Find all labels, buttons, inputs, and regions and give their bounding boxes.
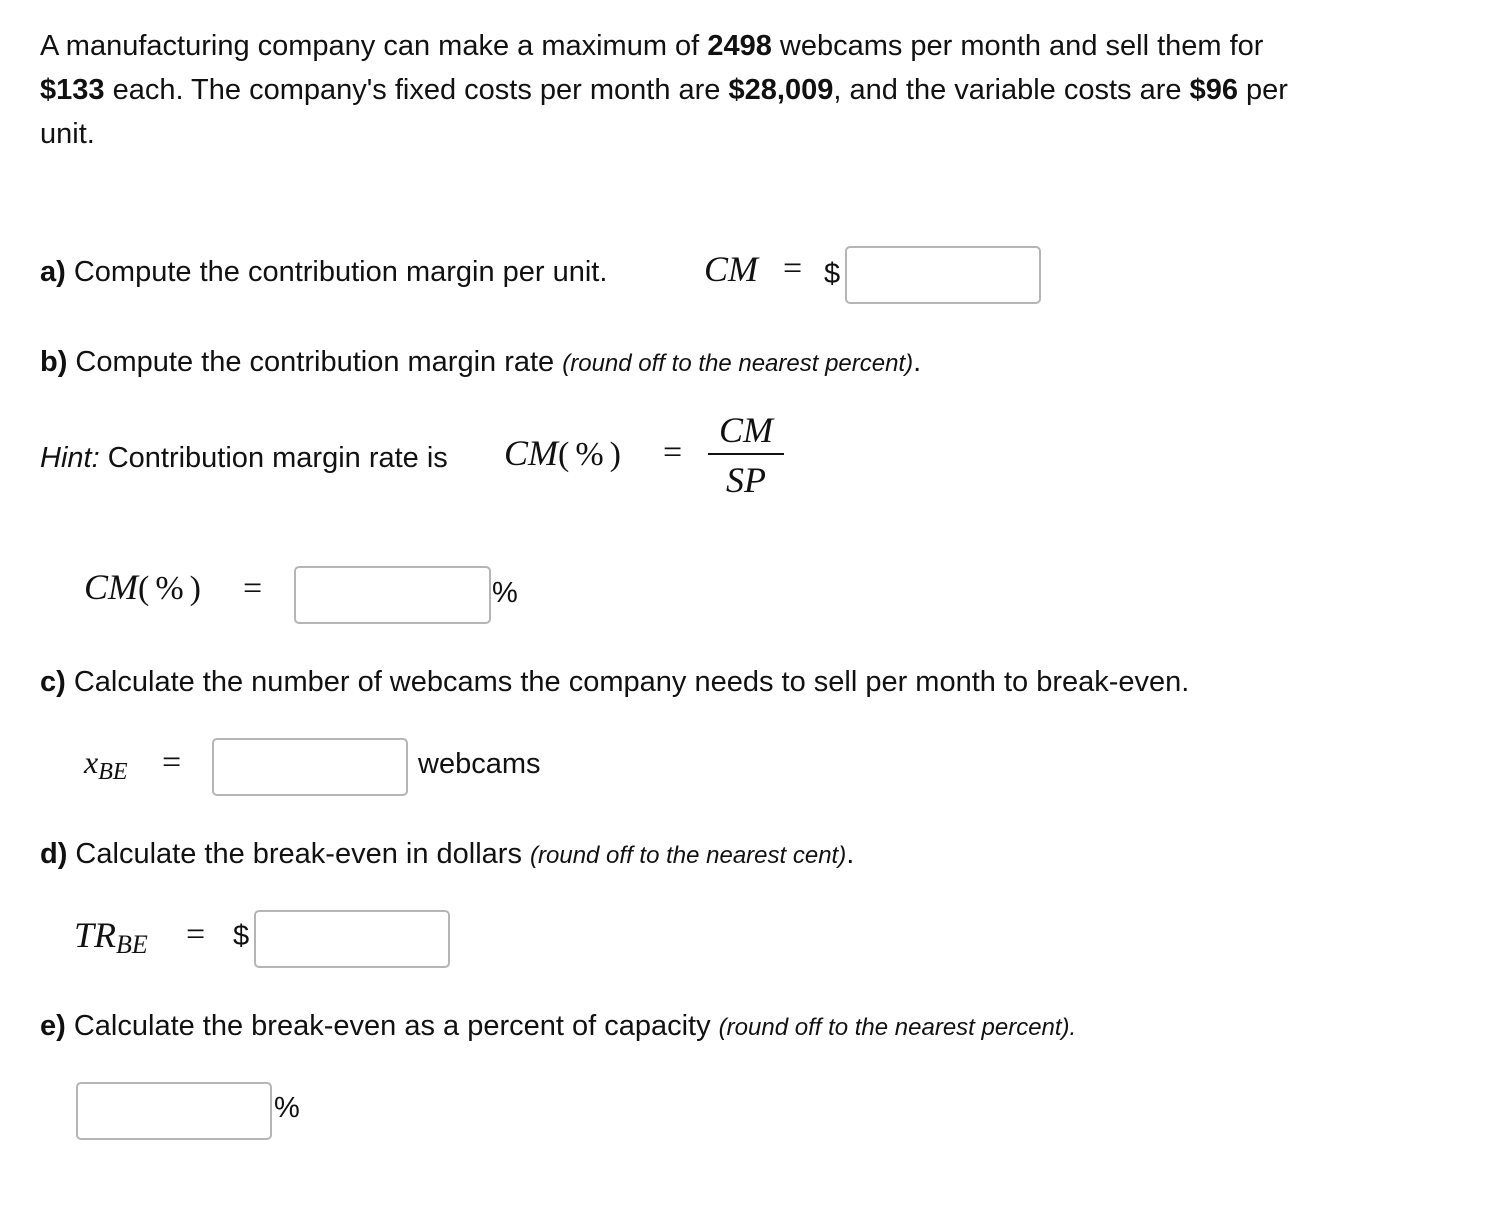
part-d-question: d) Calculate the break-even in dollars (round off to the nearest cent).	[40, 838, 855, 870]
problem-line-1: A manufacturing company can make a maximum of 2498 webcams per month and sell them for	[40, 30, 1264, 62]
part-a-equals: =	[783, 250, 803, 287]
hint-equals: =	[663, 434, 683, 471]
part-d-dollar-sign: $	[233, 920, 250, 952]
part-d-equals: =	[186, 916, 206, 953]
fraction-bar	[708, 453, 784, 455]
problem-line-3: unit.	[40, 118, 95, 150]
part-b-question: b) Compute the contribution margin rate (round off to the nearest percent).	[40, 346, 922, 378]
part-c-webcams-unit: webcams	[418, 748, 541, 780]
part-a-question: a) Compute the contribution margin per unit.	[40, 256, 608, 288]
max-units: 2498	[707, 30, 772, 62]
variable-costs: $96	[1189, 74, 1238, 106]
fixed-costs: $28,009	[728, 74, 834, 106]
break-even-dollars-input[interactable]	[254, 910, 450, 968]
cm-rate-input[interactable]	[294, 566, 491, 624]
break-even-capacity-input[interactable]	[76, 1082, 272, 1140]
part-b-equals: =	[243, 570, 263, 607]
part-a-cm-symbol: CM	[704, 249, 758, 289]
hint-text: Hint: Contribution margin rate is	[40, 442, 448, 474]
hint-cm-percent-expression: CM( % )	[504, 433, 621, 473]
part-d-trbe-label: TRBE	[74, 915, 148, 959]
part-c-equals: =	[162, 744, 182, 781]
hint-fraction	[708, 408, 784, 504]
part-b-percent-unit: %	[492, 577, 518, 609]
fraction-denominator: SP	[726, 460, 766, 500]
part-b-cm-percent-label: CM( % )	[84, 567, 201, 607]
part-e-question: e) Calculate the break-even as a percent of capacity (round off to the nearest percent).	[40, 1010, 1077, 1042]
part-c-xbe-label: xBE	[84, 744, 128, 785]
break-even-units-input[interactable]	[212, 738, 408, 796]
part-c-question: c) Calculate the number of webcams the company needs to sell per month to break-even.	[40, 666, 1190, 698]
part-e-percent-unit: %	[274, 1092, 300, 1124]
cm-per-unit-input[interactable]	[845, 246, 1041, 304]
part-a-dollar-sign: $	[824, 258, 841, 290]
selling-price: $133	[40, 74, 105, 106]
problem-line-2: $133 each. The company's fixed costs per month are $28,009, and the variable costs are $96 per	[40, 74, 1288, 106]
fraction-numerator: CM	[719, 410, 773, 450]
